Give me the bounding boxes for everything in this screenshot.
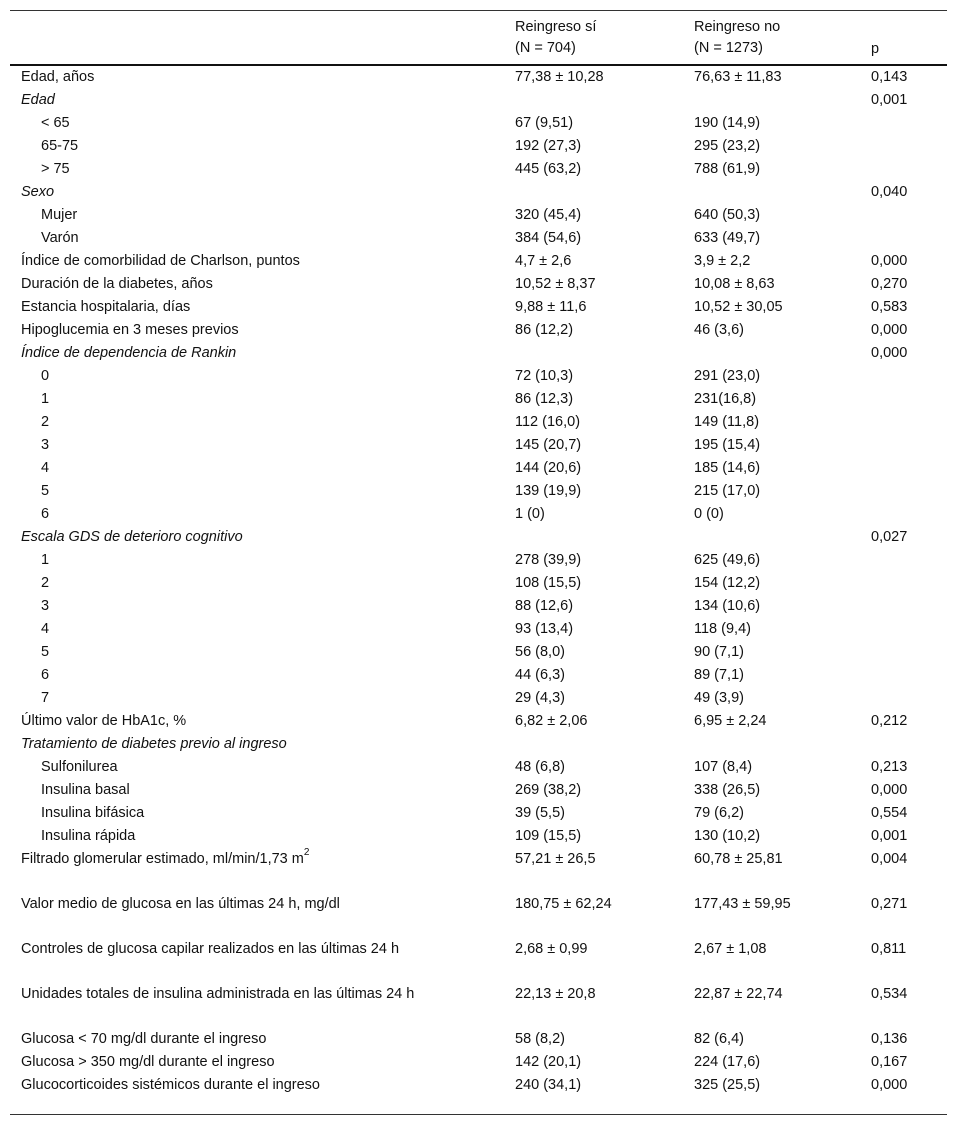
row-label	[41, 802, 144, 825]
value-reingreso-si: 93 (13,4)	[515, 621, 574, 637]
value-reingreso-si: 112 (16,0)	[515, 414, 581, 430]
row-label	[21, 710, 186, 733]
table-row	[10, 618, 947, 641]
table-row	[10, 388, 947, 411]
row-label-text: 5	[41, 483, 50, 499]
value-reingreso-si: 22,13 ± 20,8	[515, 986, 596, 1002]
row-label	[21, 1051, 275, 1074]
row-label	[21, 893, 340, 916]
p-value: 0,534	[871, 986, 908, 1002]
table-row	[10, 549, 947, 572]
value-reingreso-si: 2,68 ± 0,99	[515, 941, 588, 957]
header-col-no-n: (N = 1273)	[694, 40, 763, 56]
value-reingreso-no: 10,52 ± 30,05	[694, 299, 783, 315]
row-label	[21, 296, 190, 319]
value-reingreso-no: 82 (6,4)	[694, 1031, 744, 1047]
table-row	[10, 687, 947, 710]
header-col-no-title: Reingreso no	[694, 19, 781, 35]
row-label	[41, 549, 49, 572]
table-row	[10, 89, 947, 112]
row-label-text: Controles de glucosa capilar realizados en las últimas 24 h	[21, 941, 400, 957]
value-reingreso-si: 1 (0)	[515, 506, 545, 522]
value-reingreso-no: 215 (17,0)	[694, 483, 761, 499]
row-label	[41, 641, 49, 664]
bottom-rule	[10, 1114, 947, 1115]
value-reingreso-no: 49 (3,9)	[694, 690, 744, 706]
table-row	[10, 756, 947, 779]
row-label	[41, 204, 77, 227]
row-label-text: 1	[41, 391, 50, 407]
value-reingreso-no: 195 (15,4)	[694, 437, 761, 453]
p-value: 0,000	[871, 322, 908, 338]
table-row	[10, 710, 947, 733]
row-label-text: 0	[41, 368, 50, 384]
row-label	[41, 825, 135, 848]
value-reingreso-si: 6,82 ± 2,06	[515, 713, 588, 729]
p-value: 0,143	[871, 69, 908, 85]
table-row	[10, 204, 947, 227]
row-label	[41, 158, 70, 181]
table-header	[10, 11, 947, 66]
table-row	[10, 135, 947, 158]
value-reingreso-si: 240 (34,1)	[515, 1077, 582, 1093]
row-label-text: 5	[41, 644, 50, 660]
table-body	[10, 66, 947, 1097]
value-reingreso-si: 144 (20,6)	[515, 460, 582, 476]
value-reingreso-no: 6,95 ± 2,24	[694, 713, 767, 729]
row-label	[41, 756, 118, 779]
value-reingreso-no: 149 (11,8)	[694, 414, 760, 430]
value-reingreso-si: 4,7 ± 2,6	[515, 253, 572, 269]
table-row	[10, 1074, 947, 1097]
value-reingreso-si: 278 (39,9)	[515, 552, 582, 568]
data-table	[10, 10, 947, 1115]
row-label	[41, 457, 49, 480]
value-reingreso-si: 9,88 ± 11,6	[515, 299, 587, 315]
header-col-si-n: (N = 704)	[515, 40, 576, 56]
value-reingreso-no: 46 (3,6)	[694, 322, 744, 338]
table-row	[10, 503, 947, 526]
row-label-text: Índice de dependencia de Rankin	[21, 345, 237, 361]
table-row	[10, 848, 947, 893]
row-label	[21, 250, 300, 273]
row-label-text: Edad, años	[21, 69, 95, 85]
value-reingreso-si: 57,21 ± 26,5	[515, 851, 596, 867]
value-reingreso-si: 269 (38,2)	[515, 782, 582, 798]
value-reingreso-si: 56 (8,0)	[515, 644, 565, 660]
table-row	[10, 457, 947, 480]
row-label	[21, 273, 213, 296]
header-col-si-title: Reingreso sí	[515, 19, 597, 35]
row-label	[41, 618, 49, 641]
row-label-text: 3	[41, 598, 50, 614]
row-label	[21, 89, 55, 112]
row-label	[41, 779, 130, 802]
row-label	[41, 664, 49, 687]
p-value: 0,001	[871, 828, 908, 844]
value-reingreso-si: 445 (63,2)	[515, 161, 582, 177]
value-reingreso-no: 130 (10,2)	[694, 828, 761, 844]
row-label-text: 1	[41, 552, 50, 568]
value-reingreso-no: 90 (7,1)	[694, 644, 744, 660]
table-row	[10, 342, 947, 365]
value-reingreso-si: 86 (12,2)	[515, 322, 574, 338]
p-value: 0,000	[871, 253, 908, 269]
row-label-text: Sexo	[21, 184, 55, 200]
value-reingreso-si: 145 (20,7)	[515, 437, 582, 453]
row-label	[41, 687, 49, 710]
value-reingreso-no: 625 (49,6)	[694, 552, 761, 568]
table-row	[10, 319, 947, 342]
row-label-superscript: 2	[303, 847, 310, 859]
row-label	[41, 595, 49, 618]
value-reingreso-si: 29 (4,3)	[515, 690, 565, 706]
value-reingreso-no: 185 (14,6)	[694, 460, 761, 476]
p-value: 0,004	[871, 851, 908, 867]
value-reingreso-si: 88 (12,6)	[515, 598, 574, 614]
table-row	[10, 893, 947, 938]
row-label-text: Glucosa < 70 mg/dl durante el ingreso	[21, 1031, 267, 1047]
row-label	[21, 1074, 320, 1097]
value-reingreso-no: 640 (50,3)	[694, 207, 761, 223]
value-reingreso-no: 633 (49,7)	[694, 230, 761, 246]
value-reingreso-no: 60,78 ± 25,81	[694, 851, 783, 867]
value-reingreso-no: 295 (23,2)	[694, 138, 761, 154]
row-label	[21, 526, 243, 549]
row-label-text: < 65	[41, 115, 70, 131]
p-value: 0,583	[871, 299, 908, 315]
header-col-p: p	[871, 41, 880, 57]
row-label-text: Mujer	[41, 207, 78, 223]
row-label-text: Unidades totales de insulina administrada en las últimas 24 h	[21, 986, 415, 1002]
value-reingreso-si: 48 (6,8)	[515, 759, 565, 775]
value-reingreso-si: 10,52 ± 8,37	[515, 276, 596, 292]
p-value: 0,136	[871, 1031, 908, 1047]
p-value: 0,167	[871, 1054, 908, 1070]
value-reingreso-si: 39 (5,5)	[515, 805, 565, 821]
row-label-text: 7	[41, 690, 50, 706]
value-reingreso-si: 44 (6,3)	[515, 667, 565, 683]
p-value: 0,270	[871, 276, 908, 292]
row-label	[41, 434, 49, 457]
table-row	[10, 733, 947, 756]
p-value: 0,000	[871, 345, 908, 361]
row-label-text: 2	[41, 414, 50, 430]
value-reingreso-si: 320 (45,4)	[515, 207, 582, 223]
value-reingreso-no: 10,08 ± 8,63	[694, 276, 775, 292]
table-row	[10, 572, 947, 595]
row-label-text: Escala GDS de deterioro cognitivo	[21, 529, 243, 545]
p-value: 0,554	[871, 805, 908, 821]
row-label	[21, 983, 414, 1006]
value-reingreso-no: 0 (0)	[694, 506, 724, 522]
row-label-text: > 75	[41, 161, 70, 177]
table-row	[10, 227, 947, 250]
value-reingreso-no: 89 (7,1)	[694, 667, 744, 683]
row-label	[41, 411, 49, 434]
row-label	[21, 1028, 266, 1051]
row-label-text: Glucocorticoides sistémicos durante el ingreso	[21, 1077, 320, 1093]
value-reingreso-no: 177,43 ± 59,95	[694, 896, 791, 912]
value-reingreso-si: 139 (19,9)	[515, 483, 582, 499]
p-value: 0,040	[871, 184, 908, 200]
row-label	[41, 480, 49, 503]
p-value: 0,001	[871, 92, 908, 108]
p-value: 0,000	[871, 1077, 908, 1093]
row-label	[21, 66, 94, 89]
table-row	[10, 1028, 947, 1051]
value-reingreso-no: 154 (12,2)	[694, 575, 761, 591]
table-row	[10, 526, 947, 549]
value-reingreso-no: 190 (14,9)	[694, 115, 761, 131]
value-reingreso-si: 384 (54,6)	[515, 230, 582, 246]
value-reingreso-no: 231(16,8)	[694, 391, 757, 407]
table-row	[10, 296, 947, 319]
table-row	[10, 480, 947, 503]
value-reingreso-si: 108 (15,5)	[515, 575, 582, 591]
table-row	[10, 641, 947, 664]
table-row	[10, 181, 947, 204]
value-reingreso-si: 77,38 ± 10,28	[515, 69, 604, 85]
value-reingreso-no: 107 (8,4)	[694, 759, 753, 775]
row-label	[21, 181, 54, 204]
row-label	[21, 733, 287, 756]
value-reingreso-no: 788 (61,9)	[694, 161, 761, 177]
row-label	[21, 319, 239, 342]
value-reingreso-si: 72 (10,3)	[515, 368, 574, 384]
row-label	[41, 388, 49, 411]
row-label-text: Insulina bifásica	[41, 805, 145, 821]
table-row	[10, 802, 947, 825]
row-label-text: Glucosa > 350 mg/dl durante el ingreso	[21, 1054, 275, 1070]
row-label-text: Último valor de HbA1c, %	[21, 713, 187, 729]
row-label	[21, 938, 399, 961]
row-label-text: 6	[41, 506, 50, 522]
value-reingreso-no: 2,67 ± 1,08	[694, 941, 767, 957]
row-label	[41, 112, 70, 135]
value-reingreso-si: 67 (9,51)	[515, 115, 574, 131]
value-reingreso-si: 109 (15,5)	[515, 828, 582, 844]
row-label-text: Índice de comorbilidad de Charlson, puntos	[21, 253, 300, 269]
row-label-text: 65-75	[41, 138, 79, 154]
row-label-text: Varón	[41, 230, 79, 246]
table-row	[10, 779, 947, 802]
table-row	[10, 434, 947, 457]
row-label-text: Sulfonilurea	[41, 759, 118, 775]
row-label-text: 6	[41, 667, 50, 683]
table-row	[10, 1051, 947, 1074]
row-label-text: 4	[41, 460, 50, 476]
row-label-text: 2	[41, 575, 50, 591]
row-label-text: Insulina basal	[41, 782, 130, 798]
row-label-text: Edad	[21, 92, 55, 108]
row-label-text: Hipoglucemia en 3 meses previos	[21, 322, 239, 338]
row-label-text: 3	[41, 437, 50, 453]
value-reingreso-no: 118 (9,4)	[694, 621, 751, 637]
table-row	[10, 983, 947, 1028]
table-row	[10, 938, 947, 983]
value-reingreso-no: 325 (25,5)	[694, 1077, 761, 1093]
p-value: 0,811	[871, 941, 907, 957]
p-value: 0,212	[871, 713, 908, 729]
row-label-text: Tratamiento de diabetes previo al ingreso	[21, 736, 287, 752]
value-reingreso-si: 58 (8,2)	[515, 1031, 565, 1047]
table-row	[10, 273, 947, 296]
table-row	[10, 664, 947, 687]
value-reingreso-no: 338 (26,5)	[694, 782, 761, 798]
value-reingreso-si: 86 (12,3)	[515, 391, 574, 407]
row-label-text: Filtrado glomerular estimado, ml/min/1,73 m	[21, 851, 304, 867]
row-label	[41, 227, 79, 250]
row-label-text: 4	[41, 621, 50, 637]
value-reingreso-no: 22,87 ± 22,74	[694, 986, 783, 1002]
value-reingreso-no: 76,63 ± 11,83	[694, 69, 782, 85]
row-label-text: Estancia hospitalaria, días	[21, 299, 191, 315]
row-label	[41, 135, 78, 158]
table-row	[10, 112, 947, 135]
table-row	[10, 411, 947, 434]
p-value: 0,027	[871, 529, 908, 545]
table-row	[10, 595, 947, 618]
row-label	[41, 503, 49, 526]
value-reingreso-no: 291 (23,0)	[694, 368, 761, 384]
value-reingreso-no: 79 (6,2)	[694, 805, 744, 821]
table-row	[10, 66, 947, 89]
value-reingreso-si: 192 (27,3)	[515, 138, 582, 154]
row-label	[21, 342, 236, 365]
row-label-text: Valor medio de glucosa en las últimas 24 h, mg/dl	[21, 896, 340, 912]
value-reingreso-no: 3,9 ± 2,2	[694, 253, 751, 269]
value-reingreso-no: 224 (17,6)	[694, 1054, 761, 1070]
value-reingreso-no: 134 (10,6)	[694, 598, 761, 614]
table-row	[10, 158, 947, 181]
value-reingreso-si: 180,75 ± 62,24	[515, 896, 612, 912]
table-row	[10, 365, 947, 388]
row-label	[41, 572, 49, 595]
p-value: 0,271	[871, 896, 908, 912]
table-row	[10, 250, 947, 273]
row-label-text: Duración de la diabetes, años	[21, 276, 213, 292]
row-label-text: Insulina rápida	[41, 828, 136, 844]
row-label	[21, 848, 309, 871]
p-value: 0,000	[871, 782, 908, 798]
row-label	[41, 365, 49, 388]
value-reingreso-si: 142 (20,1)	[515, 1054, 582, 1070]
p-value: 0,213	[871, 759, 908, 775]
table-row	[10, 825, 947, 848]
